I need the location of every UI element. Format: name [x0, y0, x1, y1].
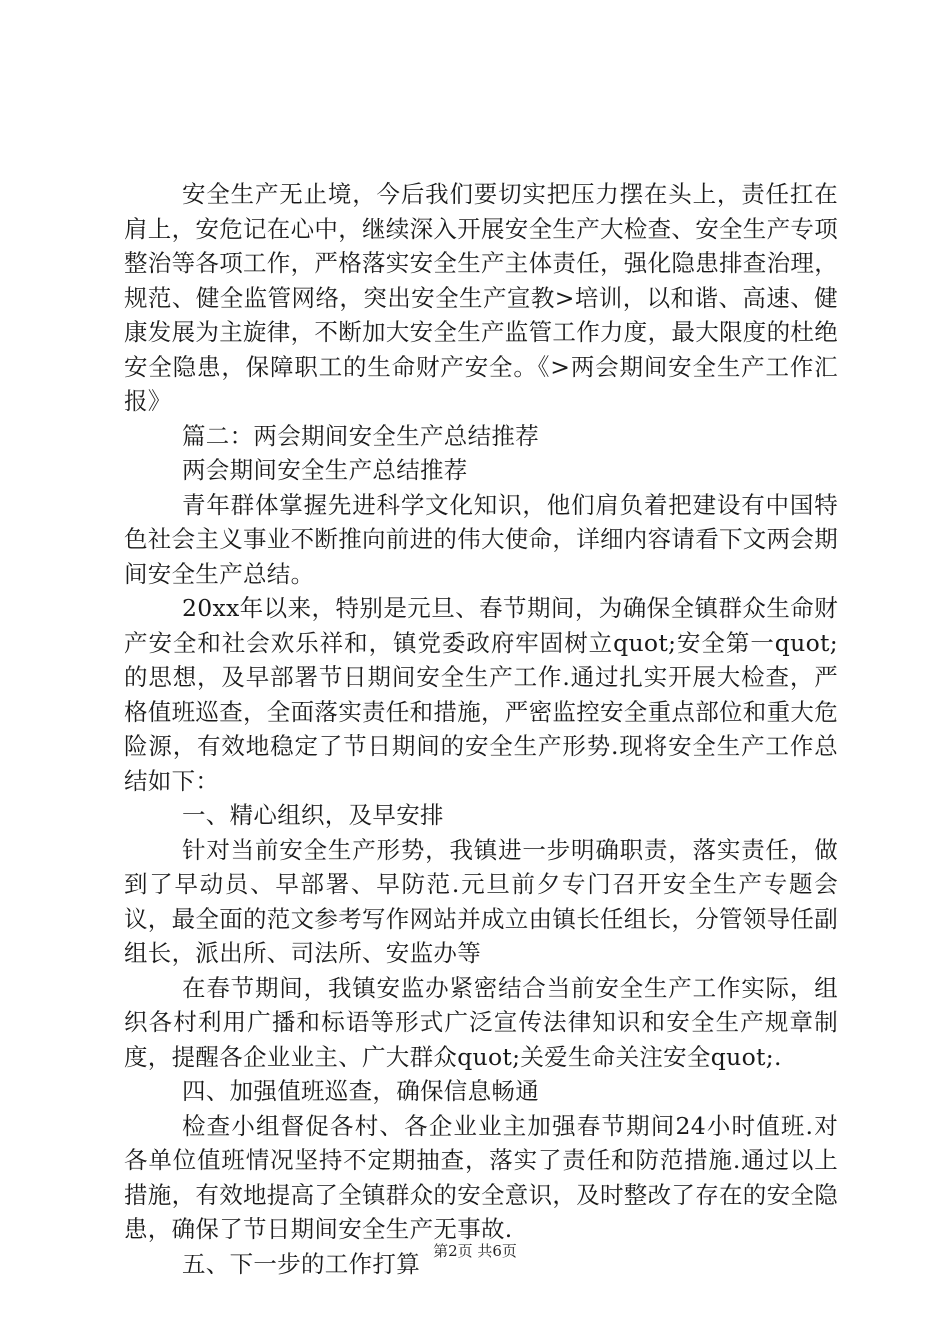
- document-body: [124, 177, 838, 1281]
- page-number-footer: 第2页 共6页: [433, 1242, 517, 1260]
- section-heading-part-two: 篇二：两会期间安全生产总结推荐: [182, 421, 539, 450]
- paragraph-section-four: 检查小组督促各村、各企业业主加强春节期间24小时值班.对各单位值班情况坚持不定期抽查，落实了责任和防范措施.通过以上措施，有效地提高了全镇群众的安全意识，及时整改了存在的安全隐患，确保了节日期间安全生产无事故.: [124, 1111, 838, 1243]
- heading-section-one: 一、精心组织，及早安排: [182, 801, 444, 829]
- heading-section-five: 五、下一步的工作打算: [182, 1249, 420, 1278]
- article-title: 两会期间安全生产总结推荐: [182, 456, 468, 484]
- paragraph-spring-festival: 在春节期间，我镇安监办紧密结合当前安全生产工作实际，组织各村利用广播和标语等形式广泛宣传法律知识和安全生产规章制度，提醒各企业业主、广大群众quot;关爱生命关注安全quot;.: [124, 973, 838, 1071]
- heading-section-four: 四、加强值班巡查，确保信息畅通: [182, 1077, 539, 1105]
- paragraph-overview: 20xx年以来，特别是元旦、春节期间，为确保全镇群众生命财产安全和社会欢乐祥和，镇党委政府牢固树立quot;安全第一quot;的思想，及早部署节日期间安全生产工作.通过扎实开展大检查，严格值班巡查，全面落实责任和措施，严密监控安全重点部位和重大危险源，有效地稳定了节日期间的安全生产形势.现将安全生产工作总结如下：: [124, 594, 838, 795]
- paragraph-intro: 青年群体掌握先进科学文化知识，他们肩负着把建设有中国特色社会主义事业不断推向前进的伟大使命，详细内容请看下文两会期间安全生产总结。: [124, 490, 838, 588]
- paragraph-section-one: 针对当前安全生产形势，我镇进一步明确职责，落实责任，做到了早动员、早部署、早防范.元旦前夕专门召开安全生产专题会议，最全面的范文参考写作网站并成立由镇长任组长，分管领导任副组长，派出所、司法所、安监办等: [124, 835, 838, 967]
- paragraph-safety-outlook: 安全生产无止境，今后我们要切实把压力摆在头上，责任扛在肩上，安危记在心中，继续深入开展安全生产大检查、安全生产专项整治等各项工作，严格落实安全生产主体责任，强化隐患排查治理，规范、健全监管网络，突出安全生产宣教>培训，以和谐、高速、健康发展为主旋律，不断加大安全生产监管工作力度，最大限度的杜绝安全隐患，保障职工的生命财产安全。《>两会期间安全生产工作汇报》: [124, 180, 838, 415]
